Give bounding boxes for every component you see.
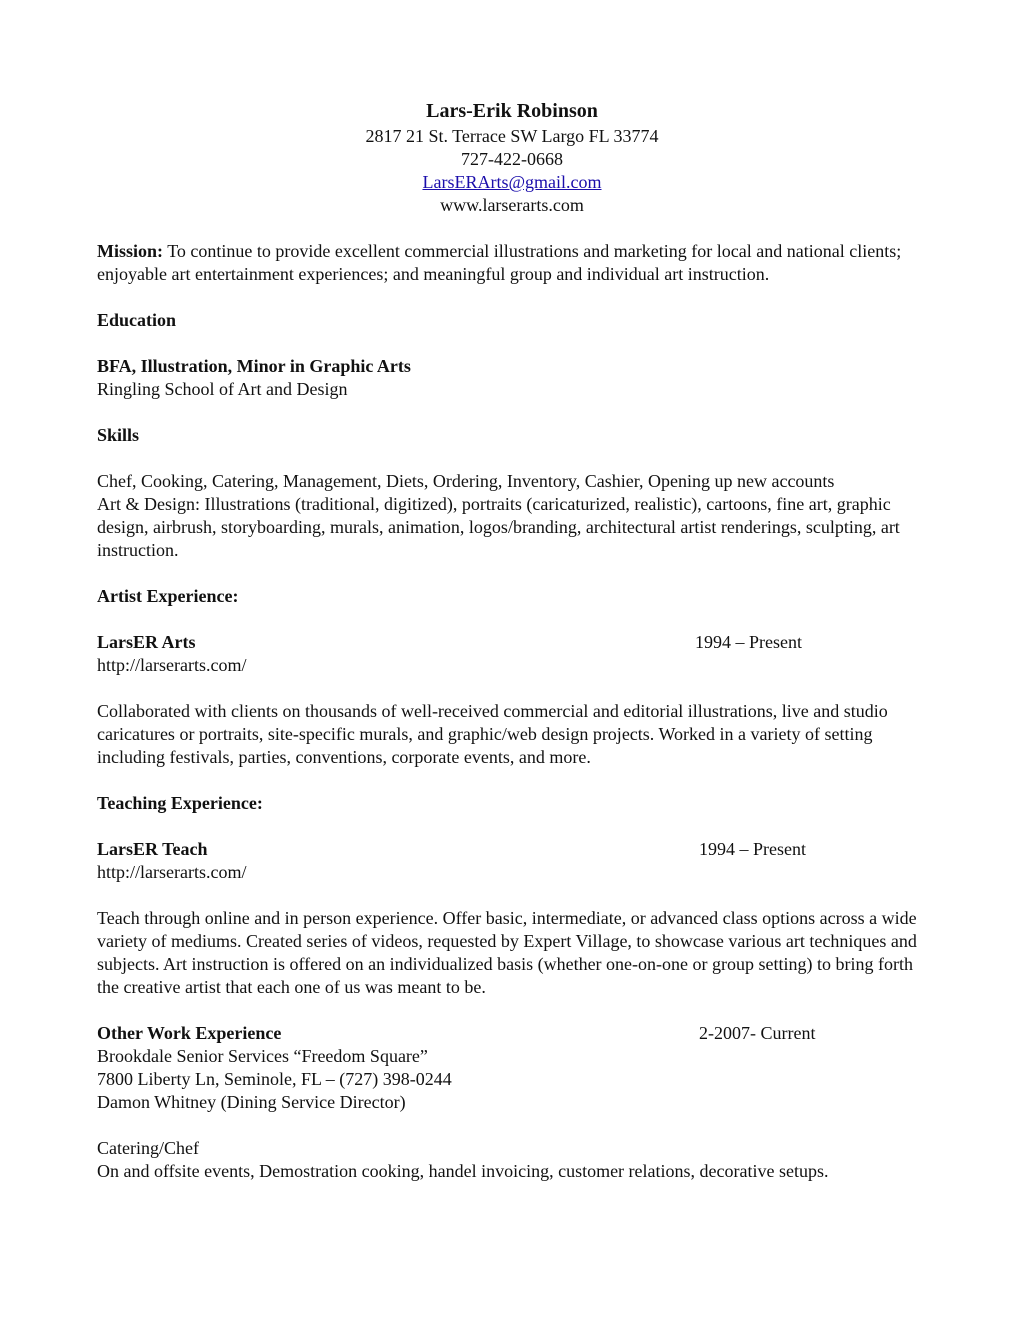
- resume-header: [97, 98, 927, 217]
- other-employer: Brookdale Senior Services “Freedom Square”: [97, 1046, 428, 1066]
- other-address: 7800 Liberty Ln, Seminole, FL – (727) 398-0244: [97, 1069, 452, 1089]
- education-heading: Education: [97, 310, 177, 330]
- artist-url: http://larserarts.com/: [97, 655, 247, 675]
- phone-line: 727-422-0668: [461, 149, 563, 169]
- other-work-row: [97, 1022, 937, 1045]
- address-line: 2817 21 St. Terrace SW Largo FL 33774: [365, 126, 659, 146]
- artist-experience-heading: Artist Experience:: [97, 586, 239, 606]
- skills-heading: Skills: [97, 425, 140, 445]
- candidate-name: Lars-Erik Robinson: [426, 100, 598, 122]
- education-school: Ringling School of Art and Design: [97, 379, 348, 399]
- artist-company: LarsER Arts: [97, 632, 196, 652]
- skills-line-art: Art & Design: Illustrations (traditional, digitized), portraits (caricaturized, realistic), cartoons, fine art, graphic design, airbrush, storyboarding, murals, animation, logos/branding, architectural artist renderings, sculpting, art instruction.: [97, 494, 900, 560]
- other-contact: Damon Whitney (Dining Service Director): [97, 1092, 406, 1112]
- other-work-dates: 2-2007- Current: [699, 1023, 816, 1043]
- education-degree: BFA, Illustration, Minor in Graphic Arts: [97, 356, 411, 376]
- mission-text: To continue to provide excellent commercial illustrations and marketing for local and national clients; enjoyable art entertainment experiences; and meaningful group and individual art instruction.: [97, 241, 902, 284]
- resume-page: [97, 98, 937, 1183]
- other-duties: On and offsite events, Demostration cooking, handel invoicing, customer relations, decorative setups.: [97, 1161, 829, 1181]
- other-work-heading: Other Work Experience: [97, 1023, 282, 1043]
- other-role: Catering/Chef: [97, 1138, 199, 1158]
- artist-description: Collaborated with clients on thousands of well-received commercial and editorial illustrations, live and studio caricatures or portraits, site-specific murals, and graphic/web design projects. Worked in a variety of setting including festivals, parties, conventions, corporate events, and more.: [97, 701, 888, 767]
- teaching-dates: 1994 – Present: [699, 839, 806, 859]
- teaching-job-row: [97, 838, 937, 861]
- website-line: www.larserarts.com: [440, 195, 584, 215]
- teaching-url: http://larserarts.com/: [97, 862, 247, 882]
- skills-line-chef: Chef, Cooking, Catering, Management, Diets, Ordering, Inventory, Cashier, Opening up new accounts: [97, 471, 835, 491]
- mission-label: Mission:: [97, 241, 164, 261]
- teaching-experience-heading: Teaching Experience:: [97, 793, 263, 813]
- teaching-company: LarsER Teach: [97, 839, 208, 859]
- email-link[interactable]: LarsERArts@gmail.com: [422, 172, 602, 192]
- artist-dates: 1994 – Present: [695, 632, 802, 652]
- artist-job-row: [97, 631, 937, 654]
- mission-paragraph: [97, 240, 937, 286]
- teaching-description: Teach through online and in person experience. Offer basic, intermediate, or advanced class options across a wide variety of mediums. Created series of videos, requested by Expert Village, to showcase various art techniques and subjects. Art instruction is offered on an individualized basis (whether one-on-one or group setting) to bring forth the creative artist that each one of us was meant to be.: [97, 908, 917, 997]
